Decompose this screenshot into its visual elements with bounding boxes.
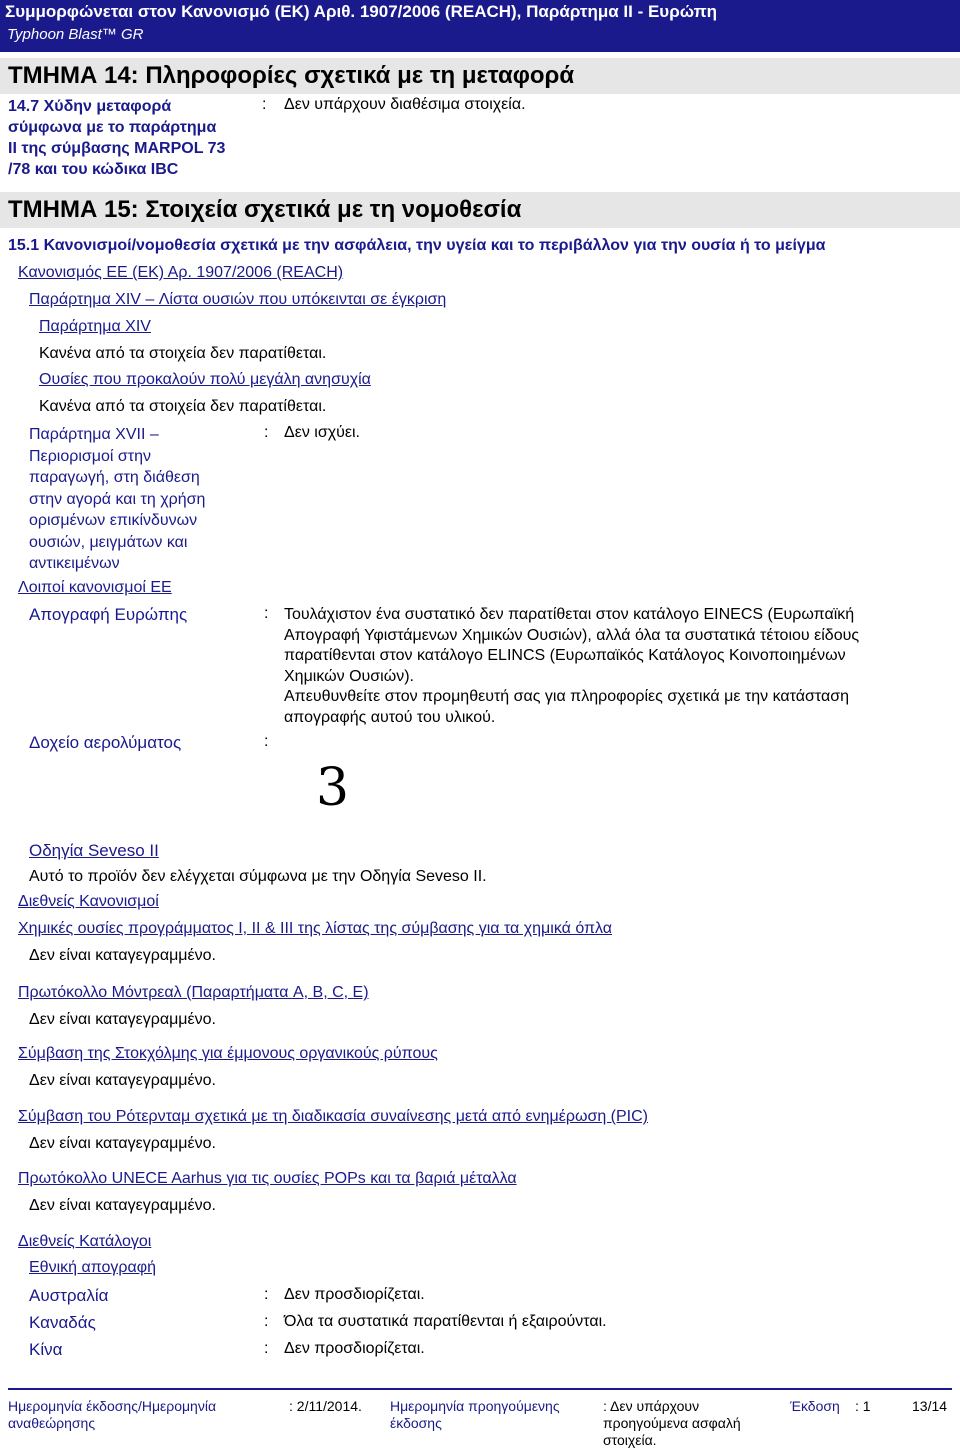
inventory-value: Όλα τα συστατικά παρατίθενται ή εξαιρούνται. [284, 1313, 607, 1330]
inventory-country: Καναδάς [29, 1313, 96, 1332]
section-15-title: ΤΜΗΜΑ 15: Στοιχεία σχετικά με τη νομοθεσία [8, 196, 522, 223]
subsection-15-1-title: 15.1 Κανονισμοί/νομοθεσία σχετικά με την ασφάλεια, την υγεία και το περιβάλλον για την ουσία ή το μείγμα [8, 237, 826, 254]
footer-issue-label [8, 1398, 216, 1432]
aerosol-value: 3 [316, 758, 350, 818]
intl-reg-title: Σύμβαση του Ρότερνταμ σχετικά με τη διαδικασία συναίνεσης μετά από ενημέρωση (PIC) [18, 1108, 649, 1125]
bulk-label-line: 14.7 Χύδην μεταφορά [8, 98, 172, 115]
intl-reg-value: Δεν είναι καταγεγραμμένο. [29, 1197, 216, 1214]
intl-reg-title: Χημικές ουσίες προγράμματος I, II & III της λίστας της σύμβασης για τα χημικά όπλα [18, 920, 613, 937]
intl-reg-value: Δεν είναι καταγεγραμμένο. [29, 1072, 216, 1089]
bulk-label-line: σύμφωνα με το παράρτημα [8, 119, 217, 136]
annex-14-list-heading: Παράρτημα XIV – Λίστα ουσιών που υπόκεινται σε έγκριση [29, 291, 447, 308]
section-14-title: ΤΜΗΜΑ 14: Πληροφορίες σχετικά με τη μεταφορά [8, 62, 575, 89]
inventory-country: Κίνα [29, 1340, 63, 1359]
annex-17-label-line: Παράρτημα XVII – [29, 426, 159, 443]
document-title: Συμμορφώνεται στον Κανονισμό (ΕΚ) Αριθ. 1907/2006 (REACH), Παράρτημα II - Ευρώπη [5, 2, 718, 21]
europe-inventory-line: παρατίθενται στον κατάλογο ELINCS (Ευρωπαϊκός Κατάλογος Κοινοποιημένων [284, 647, 846, 664]
intl-reg-title: Σύμβαση της Στοκχόλμης για έμμονους οργανικούς ρύπους [18, 1045, 438, 1062]
annex-14-value: Κανένα από τα στοιχεία δεν παρατίθεται. [39, 345, 327, 362]
annex-17-colon: : [264, 424, 269, 441]
annex-17-label-line: ορισμένων επικίνδυνων [29, 512, 198, 529]
europe-inventory-line: Απογραφή Υφιστάμενων Χημικών Ουσιών), αλλά όλα τα συστατικά τέτοιου είδους [284, 626, 860, 644]
footer-previous-value [603, 1398, 741, 1449]
intl-reg-value: Δεν είναι καταγεγραμμένο. [29, 1135, 216, 1152]
inventory-colon: : [264, 1286, 269, 1303]
inventory-value: Δεν προσδιορίζεται. [284, 1286, 425, 1303]
annex-17-label-line: αντικειμένων [29, 555, 120, 572]
annex-17-value: Δεν ισχύει. [284, 424, 360, 441]
intl-reg-value: Δεν είναι καταγεγραμμένο. [29, 947, 216, 964]
footer-version-label: Έκδοση [790, 1398, 840, 1414]
other-eu-regulations-heading: Λοιποί κανονισμοί ΕΕ [18, 579, 172, 596]
svhc-heading: Ουσίες που προκαλούν πολύ μεγάλη ανησυχία [39, 371, 371, 388]
europe-inventory-line: Χημικών Ουσιών). [284, 667, 414, 685]
bulk-label-line: II της σύμβασης MARPOL 73 [8, 140, 226, 157]
inventory-country: Αυστραλία [29, 1286, 109, 1305]
footer-version-value: : 1 [855, 1398, 871, 1414]
seveso-heading: Οδηγία Seveso II [29, 841, 159, 860]
svhc-value: Κανένα από τα στοιχεία δεν παρατίθεται. [39, 398, 327, 415]
footer-previous-label-line: Ημερομηνία προηγούμενης [390, 1398, 560, 1414]
europe-inventory-line: απογραφής αυτού του υλικού. [284, 708, 496, 726]
footer-issue-label-line: αναθεώρησης [8, 1415, 96, 1431]
intl-reg-title: Πρωτόκολλο UNECE Aarhus για τις ουσίες POPs και τα βαριά μέταλλα [18, 1170, 517, 1187]
footer-previous-label-line: έκδοσης [390, 1415, 442, 1431]
footer-rule [8, 1388, 952, 1390]
footer-previous-value-line: στοιχεία. [603, 1432, 657, 1448]
europe-inventory-label: Απογραφή Ευρώπης [29, 605, 188, 624]
inventory-value: Δεν προσδιορίζεται. [284, 1340, 425, 1357]
annex-17-label-line: στην αγορά και τη χρήση [29, 490, 206, 508]
bulk-transport-value: Δεν υπάρχουν διαθέσιμα στοιχεία. [284, 96, 526, 113]
annex-17-label [29, 424, 259, 575]
footer-issue-label-line: Ημερομηνία έκδοσης/Ημερομηνία [8, 1398, 217, 1414]
annex-17-label-line: Περιορισμοί στην [29, 447, 151, 465]
footer-previous-value-line: : Δεν υπάρχουν [603, 1398, 700, 1414]
annex-14-heading: Παράρτημα XIV [39, 318, 151, 335]
europe-inventory-line: Απευθυνθείτε στον προμηθευτή σας για πληροφορίες σχετικά με την κατάσταση [284, 688, 849, 705]
intl-reg-value: Δεν είναι καταγεγραμμένο. [29, 1011, 216, 1028]
europe-inventory-value [284, 605, 944, 728]
bulk-label-line: /78 και του κώδικα IBC [8, 161, 179, 178]
inventory-colon: : [264, 1340, 269, 1357]
bulk-transport-label [8, 96, 258, 180]
europe-inventory-line: Τουλάχιστον ένα συστατικό δεν παρατίθεται στον κατάλογο EINECS (Ευρωπαϊκή [284, 606, 855, 623]
footer-previous-label [390, 1398, 560, 1432]
international-lists-heading: Διεθνείς Κατάλογοι [18, 1233, 152, 1250]
inventory-colon: : [264, 1313, 269, 1330]
seveso-value: Αυτό το προϊόν δεν ελέγχεται σύμφωνα με την Οδηγία Seveso II. [29, 868, 487, 885]
footer-previous-value-line: προηγούμενα ασφαλή [603, 1415, 741, 1431]
annex-17-label-line: παραγωγή, στη διάθεση [29, 469, 200, 486]
annex-17-label-line: ουσιών, μειγμάτων και [29, 533, 188, 551]
footer-page-number: 13/14 [912, 1398, 948, 1414]
product-name: Typhoon Blast™ GR [7, 26, 144, 43]
aerosol-colon: : [264, 733, 269, 750]
bulk-colon: : [262, 96, 267, 113]
europe-inventory-colon: : [264, 605, 269, 622]
footer-issue-date: : 2/11/2014. [289, 1398, 362, 1414]
aerosol-label: Δοχείο αερολύματος [29, 733, 182, 752]
national-inventory-heading: Εθνική απογραφή [29, 1259, 157, 1276]
international-regulations-heading: Διεθνείς Κανονισμοί [18, 893, 159, 910]
intl-reg-title: Πρωτόκολλο Μόντρεαλ (Παραρτήματα A, B, C, E) [18, 984, 369, 1001]
reach-heading: Κανονισμός ΕΕ (ΕΚ) Αρ. 1907/2006 (REACH) [18, 264, 344, 281]
